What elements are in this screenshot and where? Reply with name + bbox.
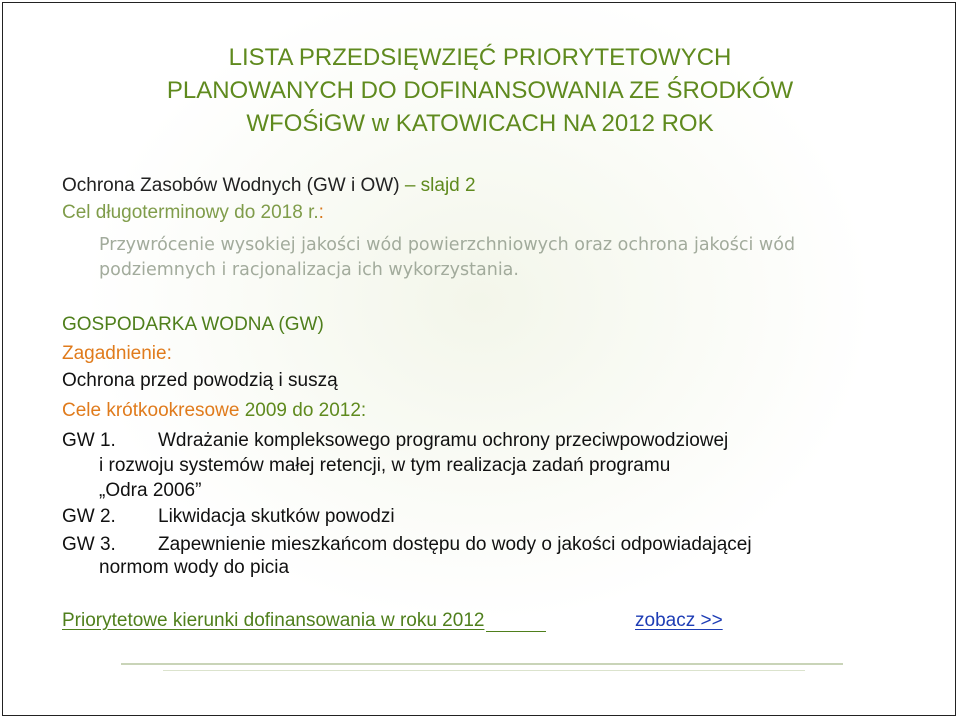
- footer-divider: [121, 663, 843, 665]
- priority-link-text[interactable]: Priorytetowe kierunki dofinansowania w roku 2012: [62, 610, 485, 631]
- goal-text-line-1: Przywrócenie wysokiej jakości wód powierzchniowych oraz ochrona jakości wód: [99, 235, 796, 255]
- gw-heading: GOSPODARKA WODNA (GW): [62, 314, 324, 335]
- slide-title: [3, 41, 956, 140]
- issue-label: Zagadnienie:: [62, 343, 172, 364]
- gw-item-2: [62, 504, 395, 529]
- gw-item-1: [62, 428, 728, 453]
- gw-item-1-line-3: „Odra 2006”: [99, 480, 202, 501]
- long-term-goal-label: [62, 202, 324, 224]
- see-more-link[interactable]: zobacz >>: [635, 610, 723, 631]
- gw-item-code: GW 2.: [62, 506, 116, 527]
- priority-directions-link[interactable]: [62, 610, 546, 632]
- short-term-goals-label: [62, 400, 366, 422]
- gw-item-text: Likwidacja skutków powodzi: [158, 506, 395, 527]
- long-term-goal-text: [99, 233, 899, 283]
- title-line-1: LISTA PRZEDSIĘWZIĘĆ PRIORYTETOWYCH: [228, 44, 732, 71]
- link-underline-gap: [486, 630, 546, 632]
- section-dash: –: [404, 175, 416, 196]
- goals-years: 2009 do 2012:: [244, 400, 367, 421]
- goal-colon: :: [318, 202, 324, 223]
- footer-divider-inner: [163, 670, 805, 671]
- gw-item-code: GW 1.: [62, 430, 116, 451]
- gw-item-3-line-2: normom wody do picia: [99, 557, 290, 578]
- gw-item-code: GW 3.: [62, 534, 116, 555]
- issue-text: Ochrona przed powodzią i suszą: [62, 370, 338, 391]
- gw-item-text: Wdrażanie kompleksowego programu ochrony przeciwpowodziowej: [158, 430, 729, 451]
- title-line-3: WFOŚiGW w KATOWICACH NA 2012 ROK: [246, 110, 714, 137]
- gw-item-text: Zapewnienie mieszkańcom dostępu do wody o jakości odpowiadającej: [158, 534, 752, 555]
- gw-item-1-line-2: i rozwoju systemów małej retencji, w tym realizacja zadań programu: [99, 455, 671, 476]
- gw-item-3: [62, 532, 752, 557]
- slide: [2, 2, 956, 716]
- section-heading: [62, 175, 476, 197]
- goals-label-text: Cele krótkookresowe: [62, 400, 240, 421]
- goal-label-text: Cel długoterminowy do 2018 r.: [62, 202, 319, 223]
- section-lead: Ochrona Zasobów Wodnych (GW i OW): [62, 175, 400, 196]
- goal-text-line-2: podziemnych i racjonalizacja ich wykorzystania.: [99, 260, 519, 280]
- slide-reference: slajd 2: [420, 175, 476, 196]
- title-line-2: PLANOWANYCH DO DOFINANSOWANIA ZE ŚRODKÓW: [166, 77, 794, 104]
